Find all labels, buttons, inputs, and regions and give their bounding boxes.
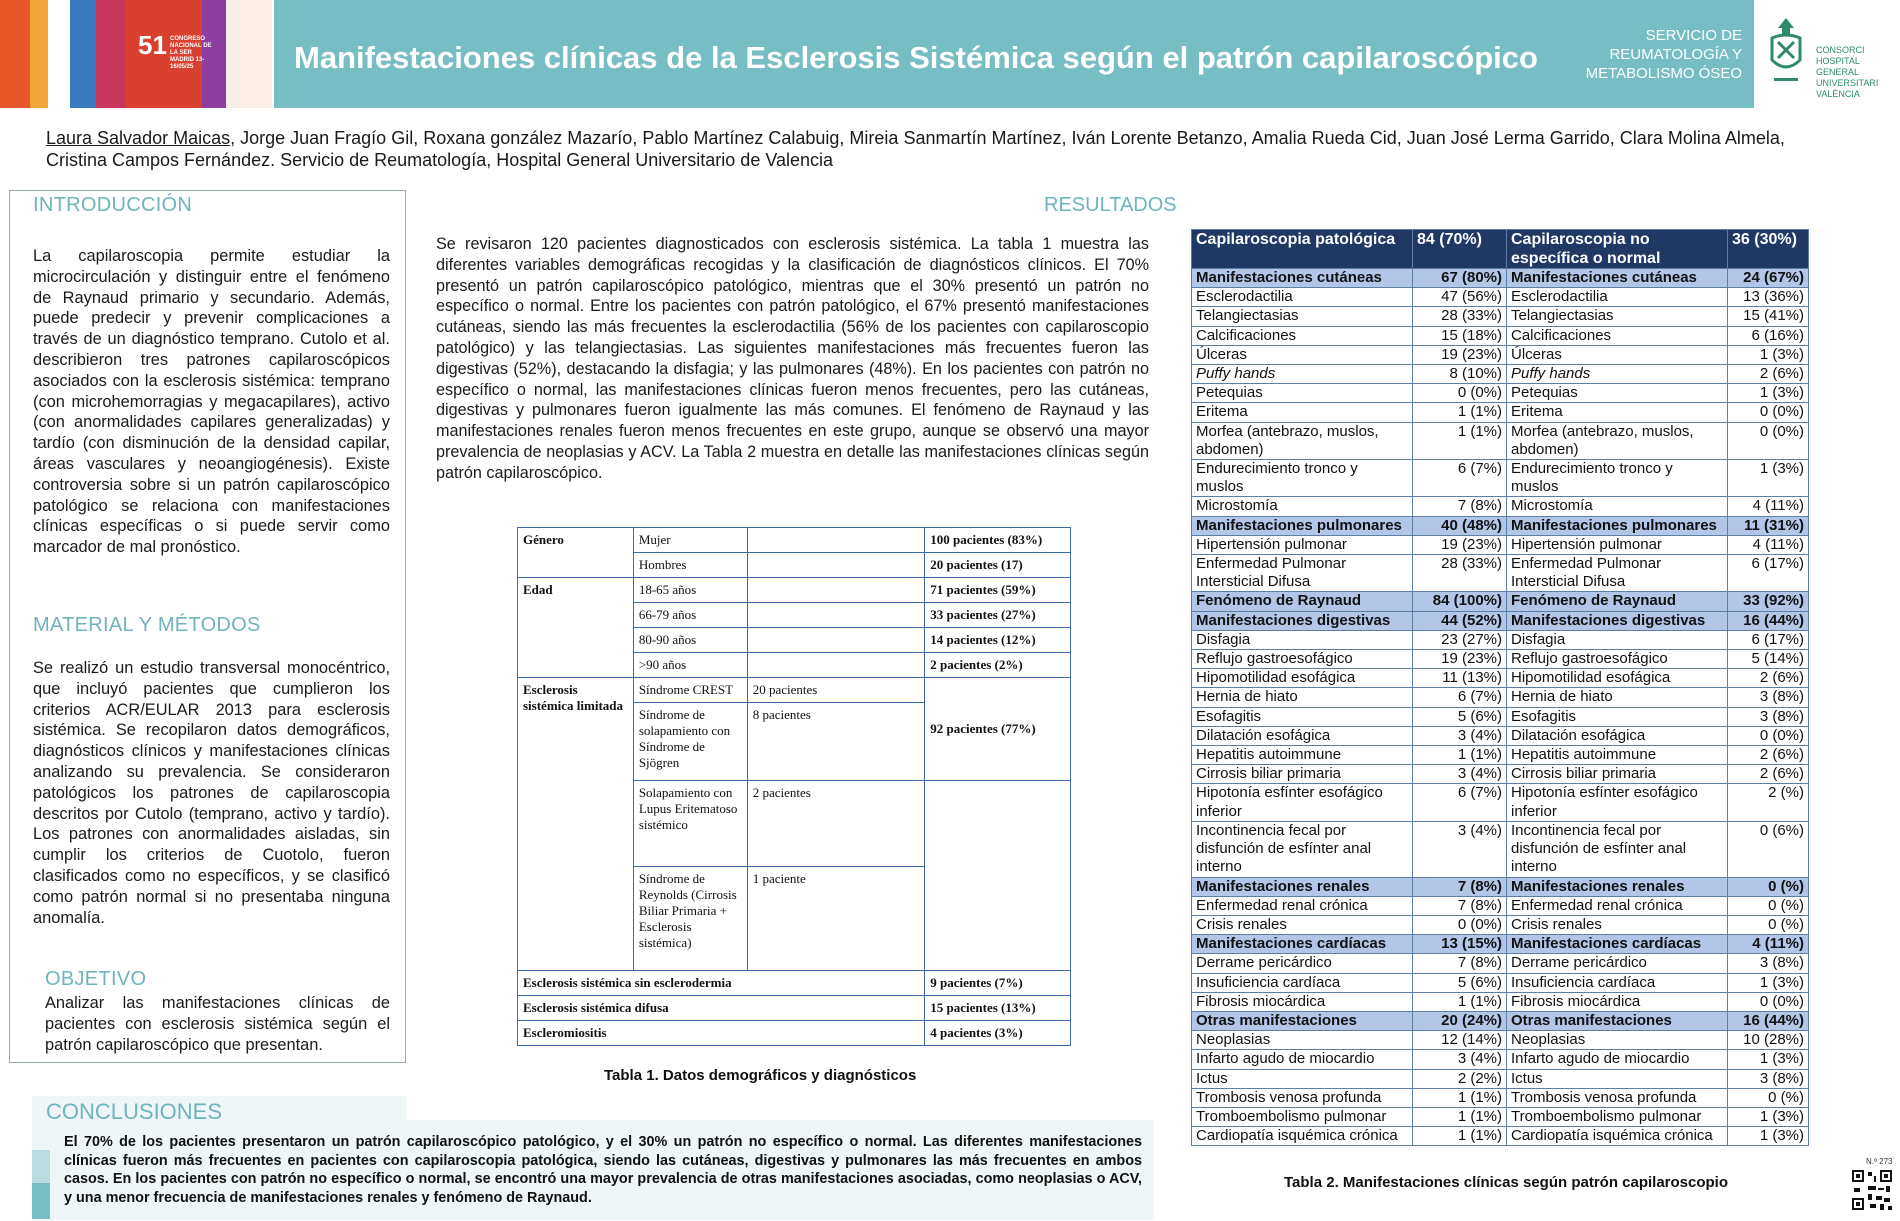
title-banner <box>274 0 1754 108</box>
table-cell: Neoplasias <box>1192 1031 1413 1050</box>
conclusions-accent-bar <box>32 1183 50 1219</box>
table-cell: Esclerosis sistémica sin esclerodermia <box>518 971 925 996</box>
table-cell: 33 pacientes (27%) <box>925 603 1071 628</box>
table-cell: Incontinencia fecal por disfunción de esfínter anal interno <box>1192 821 1413 877</box>
poster-header <box>0 0 1900 108</box>
table-row <box>1192 326 1809 345</box>
table-category-row <box>1192 1011 1809 1030</box>
table-cell: Dilatación esofágica <box>1507 726 1728 745</box>
hospital-name: CONSORCI HOSPITAL GENERAL UNIVERSITARI VALÈNCIA <box>1816 45 1879 99</box>
table-row <box>518 996 1071 1021</box>
table-cell: 2 (6%) <box>1728 365 1809 384</box>
table-cell: 1 paciente <box>747 867 925 971</box>
table-cell: 2 (%) <box>1728 784 1809 821</box>
table-cell: 1 (1%) <box>1413 1127 1507 1146</box>
table-cell: 6 (17%) <box>1728 555 1809 592</box>
table-cell: Fenómeno de Raynaud <box>1507 592 1728 611</box>
poster-title: Manifestaciones clínicas de la Esclerosis Sistémica según el patrón capilaroscópico <box>294 40 1538 75</box>
table-cell: 2 (6%) <box>1728 746 1809 765</box>
table-cell: Cardiopatía isquémica crónica <box>1507 1127 1728 1146</box>
table-cell: Eritema <box>1507 403 1728 422</box>
table-cell <box>747 653 925 678</box>
table-cell: Eritema <box>1192 403 1413 422</box>
table-cell: 9 pacientes (7%) <box>925 971 1071 996</box>
introduction-heading: INTRODUCCIÓN <box>33 194 193 216</box>
table-cell: 67 (80%) <box>1413 269 1507 288</box>
table-row <box>1192 688 1809 707</box>
table-cell: 0 (%) <box>1728 1088 1809 1107</box>
table-cell: 1 (3%) <box>1728 1107 1809 1126</box>
table-cell: 6 (17%) <box>1728 630 1809 649</box>
table-cell: Disfagia <box>1507 630 1728 649</box>
table-cell: 1 (1%) <box>1413 992 1507 1011</box>
table-cell: Manifestaciones cutáneas <box>1192 269 1413 288</box>
table-header-cell: 36 (30%) <box>1728 230 1809 269</box>
table-row <box>518 1021 1071 1046</box>
table-cell: Telangiectasias <box>1507 307 1728 326</box>
table-row <box>1192 1069 1809 1088</box>
table-cell: Esclerodactilia <box>1192 288 1413 307</box>
table-cell: 12 (14%) <box>1413 1031 1507 1050</box>
table-cell: Fibrosis miocárdica <box>1192 992 1413 1011</box>
table-cell: Mujer <box>633 528 747 553</box>
table-cell: 80-90 años <box>633 628 747 653</box>
table-cell: 0 (0%) <box>1413 384 1507 403</box>
table-cell: 6 (7%) <box>1413 460 1507 497</box>
table-cell: Enfermedad renal crónica <box>1192 896 1413 915</box>
table-cell: Esclerosis sistémica difusa <box>518 996 925 1021</box>
table-cell: Otras manifestaciones <box>1192 1011 1413 1030</box>
table-cell: Esclerosis sistémica limitada <box>518 678 634 971</box>
first-author: Laura Salvador Maicas <box>46 128 231 148</box>
table-row <box>1192 460 1809 497</box>
table-cell: Infarto agudo de miocardio <box>1507 1050 1728 1069</box>
table-cell: 13 (36%) <box>1728 288 1809 307</box>
table-cell: 0 (0%) <box>1728 403 1809 422</box>
table-cell: Síndrome de Reynolds (Cirrosis Biliar Primaria + Esclerosis sistémica) <box>633 867 747 971</box>
table-cell: 100 pacientes (83%) <box>925 528 1071 553</box>
table-cell: 4 (11%) <box>1728 497 1809 516</box>
table-cell: 16 (44%) <box>1728 1011 1809 1030</box>
table-cell: 0 (6%) <box>1728 821 1809 877</box>
table-row <box>1192 765 1809 784</box>
table-header-row <box>1192 230 1809 269</box>
table-cell: Cardiopatía isquémica crónica <box>1192 1127 1413 1146</box>
methods-text: Se realizó un estudio transversal monocéntrico, que incluyó pacientes que cumplieron los criterios ACR/EULAR 2013 para esclerosis sistémica. Se recopilaron datos demográficos, diagnósticos clínicos y manifestaciones clínicas analizando su prevalencia. Se consideraron patológicos los patrones de capilaroscopia descritos por Cutolo (temprano, activo y tardío). Los patrones con anormalidades aisladas, sin cumplir los criterios de Cuotolo, fueron clasificados como no específicos, y se clasificó como patrón normal si no presentaba ninguna anomalía. <box>33 659 390 927</box>
table-cell: Morfea (antebrazo, muslos, abdomen) <box>1192 422 1413 459</box>
table-cell: Hombres <box>633 553 747 578</box>
table-cell: 15 (18%) <box>1413 326 1507 345</box>
table-cell: Enfermedad Pulmonar Intersticial Difusa <box>1507 555 1728 592</box>
table-row <box>1192 821 1809 877</box>
table-cell: Edad <box>518 578 634 678</box>
table-cell: Endurecimiento tronco y muslos <box>1192 460 1413 497</box>
table-cell <box>747 553 925 578</box>
table-cell: Manifestaciones cutáneas <box>1507 269 1728 288</box>
table-cell: Tromboembolismo pulmonar <box>1507 1107 1728 1126</box>
table-cell: 0 (%) <box>1728 915 1809 934</box>
table-cell: 3 (8%) <box>1728 707 1809 726</box>
table-cell: 4 (11%) <box>1728 935 1809 954</box>
table-cell: Hipomotilidad esofágica <box>1507 669 1728 688</box>
table-row <box>1192 1088 1809 1107</box>
table-cell: 7 (8%) <box>1413 877 1507 896</box>
results-text: Se revisaron 120 pacientes diagnosticados con esclerosis sistémica. La tabla 1 muestra las diferentes variables demográficas recogidas y la clasificación de diagnósticos clínicos. El 70% presentó un patrón capilaroscópico patológico, mientras que el 30% presentó un patrón no específico o normal. Entre los pacientes con patrón patológico, el 67% presentó manifestaciones cutáneas, siendo las más frecuentes la esclerodactilia (56% de los pacientes con capilaroscopio patológico) y las telangiectasias. Las siguientes manifestaciones más frecuentes fueron las digestivas (52%), destacando la disfagia; y las pulmonares (48%). En los pacientes con patrón no específico o normal, las manifestaciones clínicas fueron menos frecuentes, pero las cutáneas, digestivas y pulmonares fueron igualmente las más comunes. El fenómeno de Raynaud y las manifestaciones renales fueron menos frecuentes en este grupo, aunque se observó una mayor prevalencia de neoplasias y ACV. La Tabla 2 muestra en detalle las manifestaciones clínicas según patrón capilaroscópico. <box>436 235 1149 482</box>
table-row <box>1192 954 1809 973</box>
table-cell: Ictus <box>1507 1069 1728 1088</box>
table-row <box>1192 915 1809 934</box>
table-cell: 0 (%) <box>1728 896 1809 915</box>
table-row <box>1192 384 1809 403</box>
conclusions-heading: CONCLUSIONES <box>46 1099 223 1124</box>
table-cell: Calcificaciones <box>1507 326 1728 345</box>
table1-caption: Tabla 1. Datos demográficos y diagnósticos <box>604 1067 917 1084</box>
table-row <box>518 678 1071 703</box>
table-cell: 20 (24%) <box>1413 1011 1507 1030</box>
table-cell <box>747 603 925 628</box>
table-cell: 11 (13%) <box>1413 669 1507 688</box>
table-cell: 5 (6%) <box>1413 973 1507 992</box>
table-cell: Hipotonía esfínter esofágico inferior <box>1507 784 1728 821</box>
demographics-table <box>517 527 1071 1046</box>
table-cell: 28 (33%) <box>1413 307 1507 326</box>
table-cell: Esofagitis <box>1507 707 1728 726</box>
table-row <box>1192 726 1809 745</box>
table-row <box>1192 535 1809 554</box>
table-cell: Solapamiento con Lupus Eritematoso sistémico <box>633 781 747 867</box>
table-row <box>1192 345 1809 364</box>
table2-caption: Tabla 2. Manifestaciones clínicas según patrón capilaroscopio <box>1284 1174 1729 1191</box>
table-cell: 16 (44%) <box>1728 611 1809 630</box>
co-authors: , Jorge Juan Fragío Gil, Roxana gonzález Mazarío, Pablo Martínez Calabuig, Mireia Sanmartín Martínez, Iván Lorente Betanzo, Amalia Rueda Cid, Juan José Lerma Garrido, Clara Molina Almela, Cristina Campos Fernández. Servicio de Reumatología, Hospital General Universitario de Valencia <box>46 128 1785 170</box>
table-cell: Manifestaciones renales <box>1192 877 1413 896</box>
table-cell: 7 (8%) <box>1413 954 1507 973</box>
table-cell <box>925 781 1071 971</box>
table-row <box>1192 1127 1809 1146</box>
table-cell: 2 (6%) <box>1728 765 1809 784</box>
table-cell: 3 (8%) <box>1728 1069 1809 1088</box>
table-cell: 0 (0%) <box>1728 992 1809 1011</box>
table-cell: 7 (8%) <box>1413 497 1507 516</box>
table-cell: 1 (1%) <box>1413 1088 1507 1107</box>
table-row <box>1192 650 1809 669</box>
table-cell: Crisis renales <box>1507 915 1728 934</box>
table-cell: 3 (4%) <box>1413 821 1507 877</box>
table-cell: 1 (3%) <box>1728 384 1809 403</box>
table-cell: 1 (1%) <box>1413 422 1507 459</box>
table-cell: Neoplasias <box>1507 1031 1728 1050</box>
table-cell <box>747 528 925 553</box>
table-cell: Morfea (antebrazo, muslos, abdomen) <box>1507 422 1728 459</box>
table-cell: Trombosis venosa profunda <box>1507 1088 1728 1107</box>
table-cell: 3 (8%) <box>1728 688 1809 707</box>
table-category-row <box>1192 877 1809 896</box>
table-cell: 11 (31%) <box>1728 516 1809 535</box>
table-cell: Úlceras <box>1507 345 1728 364</box>
methods-heading: MATERIAL Y MÉTODOS <box>33 614 261 636</box>
table-cell: 47 (56%) <box>1413 288 1507 307</box>
table-cell: 10 (28%) <box>1728 1031 1809 1050</box>
table-cell: 92 pacientes (77%) <box>925 678 1071 781</box>
table-cell: Síndrome CREST <box>633 678 747 703</box>
table-cell: 13 (15%) <box>1413 935 1507 954</box>
table-row <box>1192 746 1809 765</box>
table-cell: 8 pacientes <box>747 703 925 781</box>
table-cell: Dilatación esofágica <box>1192 726 1413 745</box>
table-cell: 5 (6%) <box>1413 707 1507 726</box>
table-cell: Síndrome de solapamiento con Síndrome de Sjögren <box>633 703 747 781</box>
clinical-manifestations-table <box>1191 229 1809 1146</box>
table-cell: 1 (1%) <box>1413 746 1507 765</box>
conclusions-accent-bar <box>32 1150 50 1183</box>
table-row <box>1192 1050 1809 1069</box>
table-cell: 18-65 años <box>633 578 747 603</box>
table-cell <box>747 628 925 653</box>
table-cell: Úlceras <box>1192 345 1413 364</box>
table-cell: Ictus <box>1192 1069 1413 1088</box>
table-cell: Hipomotilidad esofágica <box>1192 669 1413 688</box>
table-cell: 1 (3%) <box>1728 973 1809 992</box>
table-row <box>1192 707 1809 726</box>
table-cell: 8 (10%) <box>1413 365 1507 384</box>
table-cell: >90 años <box>633 653 747 678</box>
table-row <box>1192 403 1809 422</box>
table-cell: Insuficiencia cardíaca <box>1507 973 1728 992</box>
table-category-row <box>1192 935 1809 954</box>
table-header-cell: 84 (70%) <box>1413 230 1507 269</box>
hospital-logo <box>1754 0 1900 108</box>
congress-text: CONGRESO NACIONAL DE LA SER MADRID 13-16/05/25 <box>170 36 212 70</box>
table-cell: Hepatitis autoimmune <box>1192 746 1413 765</box>
table-cell: 40 (48%) <box>1413 516 1507 535</box>
table-cell: Disfagia <box>1192 630 1413 649</box>
table-cell: 3 (4%) <box>1413 1050 1507 1069</box>
table-category-row <box>1192 516 1809 535</box>
table-cell: Derrame pericárdico <box>1507 954 1728 973</box>
table-cell: Hepatitis autoimmune <box>1507 746 1728 765</box>
table-cell: 0 (%) <box>1728 877 1809 896</box>
table-cell: Derrame pericárdico <box>1192 954 1413 973</box>
table-cell: 1 (3%) <box>1728 460 1809 497</box>
table-cell: Otras manifestaciones <box>1507 1011 1728 1030</box>
table-cell: 19 (23%) <box>1413 535 1507 554</box>
table-cell: 3 (4%) <box>1413 726 1507 745</box>
table-cell: Puffy hands <box>1192 365 1413 384</box>
table-cell: Manifestaciones pulmonares <box>1507 516 1728 535</box>
table-cell: Hernia de hiato <box>1507 688 1728 707</box>
table-cell: Esclerodactilia <box>1507 288 1728 307</box>
table-cell: 0 (0%) <box>1728 422 1809 459</box>
table-cell: 33 (92%) <box>1728 592 1809 611</box>
table-cell: Manifestaciones digestivas <box>1192 611 1413 630</box>
table-cell: Manifestaciones cardíacas <box>1507 935 1728 954</box>
table-cell: 19 (23%) <box>1413 345 1507 364</box>
service-name: SERVICIO DE REUMATOLOGÍA Y METABOLISMO ÓSEO <box>1585 27 1742 82</box>
table-cell: 23 (27%) <box>1413 630 1507 649</box>
table-cell: 6 (7%) <box>1413 688 1507 707</box>
table-row <box>1192 497 1809 516</box>
table-cell: Calcificaciones <box>1192 326 1413 345</box>
table-row <box>1192 555 1809 592</box>
table-cell: 4 (11%) <box>1728 535 1809 554</box>
table-row <box>1192 973 1809 992</box>
table-row <box>1192 784 1809 821</box>
table-cell: 66-79 años <box>633 603 747 628</box>
author-list <box>46 127 1846 171</box>
table-header-cell: Capilaroscopia no específica o normal <box>1507 230 1728 269</box>
table-body <box>1192 269 1809 1146</box>
table-cell: Manifestaciones pulmonares <box>1192 516 1413 535</box>
table-cell: 0 (0%) <box>1413 915 1507 934</box>
table-cell: 4 pacientes (3%) <box>925 1021 1071 1046</box>
qr-code-icon[interactable] <box>1850 1168 1894 1212</box>
objective-heading: OBJETIVO <box>45 968 147 990</box>
table-cell: Cirrosis biliar primaria <box>1192 765 1413 784</box>
table-cell: Hipotonía esfínter esofágico inferior <box>1192 784 1413 821</box>
table-cell: Hipertensión pulmonar <box>1507 535 1728 554</box>
table-cell: 1 (3%) <box>1728 345 1809 364</box>
table-row <box>1192 422 1809 459</box>
table-cell: 71 pacientes (59%) <box>925 578 1071 603</box>
table-cell: Puffy hands <box>1507 365 1728 384</box>
table-category-row <box>1192 592 1809 611</box>
table-cell: Manifestaciones renales <box>1507 877 1728 896</box>
table-cell: Hipertensión pulmonar <box>1192 535 1413 554</box>
poster-number: N.º 273 <box>1866 1157 1893 1166</box>
table-cell: 44 (52%) <box>1413 611 1507 630</box>
table-cell: Microstomía <box>1507 497 1728 516</box>
table-cell: Incontinencia fecal por disfunción de esfínter anal interno <box>1507 821 1728 877</box>
table-cell: 28 (33%) <box>1413 555 1507 592</box>
table-cell: 20 pacientes (17) <box>925 553 1071 578</box>
table-cell: Cirrosis biliar primaria <box>1507 765 1728 784</box>
table-cell: Fenómeno de Raynaud <box>1192 592 1413 611</box>
table-category-row <box>1192 611 1809 630</box>
table-cell: 19 (23%) <box>1413 650 1507 669</box>
table-cell: 20 pacientes <box>747 678 925 703</box>
table-cell: Insuficiencia cardíaca <box>1192 973 1413 992</box>
table-cell: 2 (6%) <box>1728 669 1809 688</box>
table-cell: 84 (100%) <box>1413 592 1507 611</box>
table-cell: 1 (1%) <box>1413 403 1507 422</box>
table-cell: Crisis renales <box>1192 915 1413 934</box>
table-cell: 1 (3%) <box>1728 1127 1809 1146</box>
table-cell: 1 (3%) <box>1728 1050 1809 1069</box>
objective-text: Analizar las manifestaciones clínicas de pacientes con esclerosis sistémica según el patrón capilaroscópico que presentan. <box>45 994 390 1054</box>
table-row <box>1192 288 1809 307</box>
table-cell: Género <box>518 528 634 578</box>
table-row <box>518 971 1071 996</box>
table-cell: 6 (16%) <box>1728 326 1809 345</box>
table-cell: 0 (0%) <box>1728 726 1809 745</box>
results-heading: RESULTADOS <box>1044 194 1177 216</box>
table-row <box>1192 1031 1809 1050</box>
table-cell: Endurecimiento tronco y muslos <box>1507 460 1728 497</box>
table-row <box>1192 307 1809 326</box>
table-cell: Petequias <box>1192 384 1413 403</box>
table-cell: Microstomía <box>1192 497 1413 516</box>
table-row <box>518 578 1071 603</box>
table-row <box>1192 669 1809 688</box>
table-cell: 15 pacientes (13%) <box>925 996 1071 1021</box>
table-cell: Enfermedad Pulmonar Intersticial Difusa <box>1192 555 1413 592</box>
table-cell: Tromboembolismo pulmonar <box>1192 1107 1413 1126</box>
table-cell: Enfermedad renal crónica <box>1507 896 1728 915</box>
congress-logo <box>0 0 272 108</box>
table-row <box>1192 992 1809 1011</box>
table-cell: 6 (7%) <box>1413 784 1507 821</box>
table-cell <box>747 578 925 603</box>
table-cell: 2 pacientes <box>747 781 925 867</box>
table-cell: Manifestaciones cardíacas <box>1192 935 1413 954</box>
table-cell: 2 pacientes (2%) <box>925 653 1071 678</box>
table-cell: 2 (2%) <box>1413 1069 1507 1088</box>
table-cell: Escleromiositis <box>518 1021 925 1046</box>
table-header-cell: Capilaroscopia patológica <box>1192 230 1413 269</box>
table-cell: Infarto agudo de miocardio <box>1192 1050 1413 1069</box>
conclusions-text: El 70% de los pacientes presentaron un patrón capilaroscópico patológico, y el 30% un patrón no específico o normal. Las diferentes manifestaciones clínicas fueron más frecuentes en pacientes con capilaroscopia patológica, siendo las cutáneas, digestivas y pulmonares las más frecuentes en ambos casos. En los pacientes con patrón no específico o normal, se encontró una mayor prevalencia de otras manifestaciones asociadas, como neoplasias o ACV, y una menor frecuencia de manifestaciones renales y fenómeno de Raynaud. <box>64 1134 1142 1206</box>
table-cell: 24 (67%) <box>1728 269 1809 288</box>
table-cell: Fibrosis miocárdica <box>1507 992 1728 1011</box>
table-row <box>1192 365 1809 384</box>
table-row <box>1192 1107 1809 1126</box>
table-cell: 3 (8%) <box>1728 954 1809 973</box>
table-category-row <box>1192 269 1809 288</box>
table-cell: Telangiectasias <box>1192 307 1413 326</box>
table-cell: Manifestaciones digestivas <box>1507 611 1728 630</box>
table-cell: 1 (1%) <box>1413 1107 1507 1126</box>
introduction-text: La capilaroscopia permite estudiar la microcirculación y distinguir entre el fenómeno de Raynaud primario y secundario. Además, puede predecir y prevenir complicaciones a través de un diagnóstico temprano. Cutolo et al. describieron tres patrones capilaroscópicos asociados con la esclerosis sistémica: temprano (con microhemorragias y megacapilares), activo (con anormalidades capilares generalizadas) y tardío (con disminución de la densidad capilar, áreas vasculares y neoangiogénesis). Existe controversia sobre si un patrón capilaroscópico patológico se relaciona con manifestaciones clínicas específicas o si puede servir como marcador de mal pronóstico. <box>33 247 390 557</box>
table-cell: Trombosis venosa profunda <box>1192 1088 1413 1107</box>
table-cell: 14 pacientes (12%) <box>925 628 1071 653</box>
table-cell: Petequias <box>1507 384 1728 403</box>
table-cell: Reflujo gastroesofágico <box>1192 650 1413 669</box>
table-cell: Reflujo gastroesofágico <box>1507 650 1728 669</box>
hospital-emblem-icon <box>1764 14 1808 94</box>
table-row <box>1192 630 1809 649</box>
table-cell: 5 (14%) <box>1728 650 1809 669</box>
table-cell: 15 (41%) <box>1728 307 1809 326</box>
congress-number: 51 <box>138 30 167 60</box>
table-row <box>518 528 1071 553</box>
table-cell: 7 (8%) <box>1413 896 1507 915</box>
table-cell: Esofagitis <box>1192 707 1413 726</box>
table-cell: 3 (4%) <box>1413 765 1507 784</box>
table-cell: Hernia de hiato <box>1192 688 1413 707</box>
table-row <box>1192 896 1809 915</box>
